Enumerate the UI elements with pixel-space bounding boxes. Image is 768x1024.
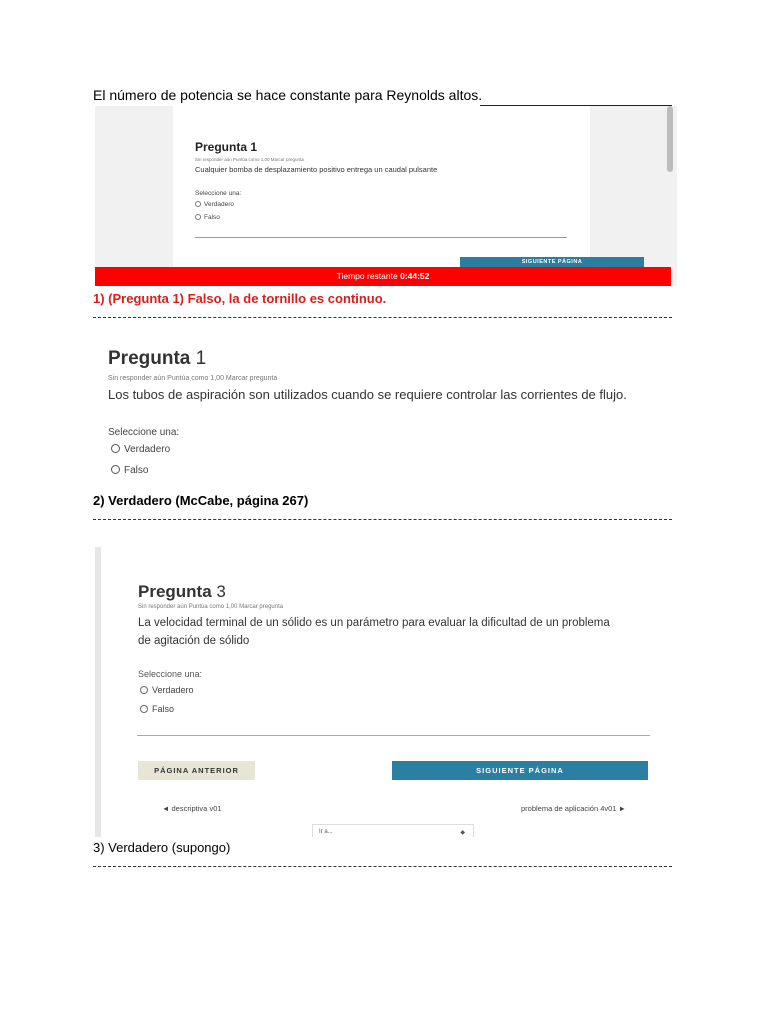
screenshot-question-2	[93, 341, 675, 484]
next-activity-link[interactable]: problema de aplicación 4v01 ►	[521, 804, 626, 813]
separator-1	[93, 317, 672, 318]
option-verdadero[interactable]: Verdadero	[140, 685, 194, 695]
radio-icon[interactable]	[111, 465, 120, 474]
divider	[137, 735, 650, 736]
question-card	[173, 106, 590, 267]
radio-icon[interactable]	[195, 214, 201, 220]
question-meta: Sin responder aún Puntúa como 1,00 Marcar pregunta	[108, 375, 278, 382]
question-meta: Sin responder aún Puntúa como 1,00 Marcar pregunta	[195, 157, 304, 162]
option-falso[interactable]: Falso	[195, 214, 220, 221]
select-label: Seleccione una:	[108, 427, 180, 438]
previous-page-button[interactable]: PÁGINA ANTERIOR	[138, 761, 255, 780]
select-label: Seleccione una:	[138, 669, 203, 679]
question-heading: Pregunta 1	[195, 140, 258, 154]
radio-icon[interactable]	[195, 201, 201, 207]
question-heading: Pregunta 3	[138, 582, 226, 601]
question-heading: Pregunta 1	[108, 348, 207, 369]
question-text: La velocidad terminal de un sólido es un parámetro para evaluar la dificultad de un problema de agitación de sólido	[138, 617, 610, 647]
prev-activity-link[interactable]: ◄ descriptiva v01	[162, 804, 222, 813]
screenshot-question-1	[95, 106, 677, 286]
question-meta: Sin responder aún Puntúa como 1,00 Marcar pregunta	[138, 604, 284, 610]
jump-to-select[interactable]: Ir a... ◆	[312, 824, 474, 837]
separator-3	[93, 866, 672, 867]
option-falso[interactable]: Falso	[111, 465, 148, 476]
next-page-button[interactable]: SIGUIENTE PÁGINA	[392, 761, 648, 780]
chevron-updown-icon: ◆	[460, 830, 465, 836]
option-verdadero[interactable]: Verdadero	[111, 444, 170, 455]
answer-1: 1) (Pregunta 1) Falso, la de tornillo es continuo.	[93, 291, 387, 306]
answer-3: 3) Verdadero (supongo)	[93, 840, 231, 855]
separator-2	[93, 519, 672, 520]
radio-icon[interactable]	[111, 444, 120, 453]
timer-label: Tiempo restante	[336, 271, 398, 281]
screenshot-question-3	[95, 547, 675, 837]
select-label: Seleccione una:	[195, 190, 242, 197]
scrollbar-thumb[interactable]	[667, 106, 673, 172]
option-falso[interactable]: Falso	[140, 704, 174, 714]
left-edge	[95, 547, 101, 837]
answer-2: 2) Verdadero (McCabe, página 267)	[93, 493, 309, 508]
divider	[195, 237, 567, 238]
radio-icon[interactable]	[140, 705, 148, 713]
time-remaining-bar	[95, 267, 671, 286]
radio-icon[interactable]	[140, 686, 148, 694]
question-text: Cualquier bomba de desplazamiento positivo entrega un caudal pulsante	[195, 165, 438, 174]
timer-value: 0:44:52	[400, 271, 430, 281]
option-verdadero[interactable]: Verdadero	[195, 201, 234, 208]
question-text: Los tubos de aspiración son utilizados cuando se requiere controlar las corrientes de flujo.	[108, 387, 627, 402]
intro-text: El número de potencia se hace constante para Reynolds altos.	[93, 87, 483, 103]
next-page-button[interactable]: SIGUIENTE PÁGINA	[460, 257, 644, 268]
